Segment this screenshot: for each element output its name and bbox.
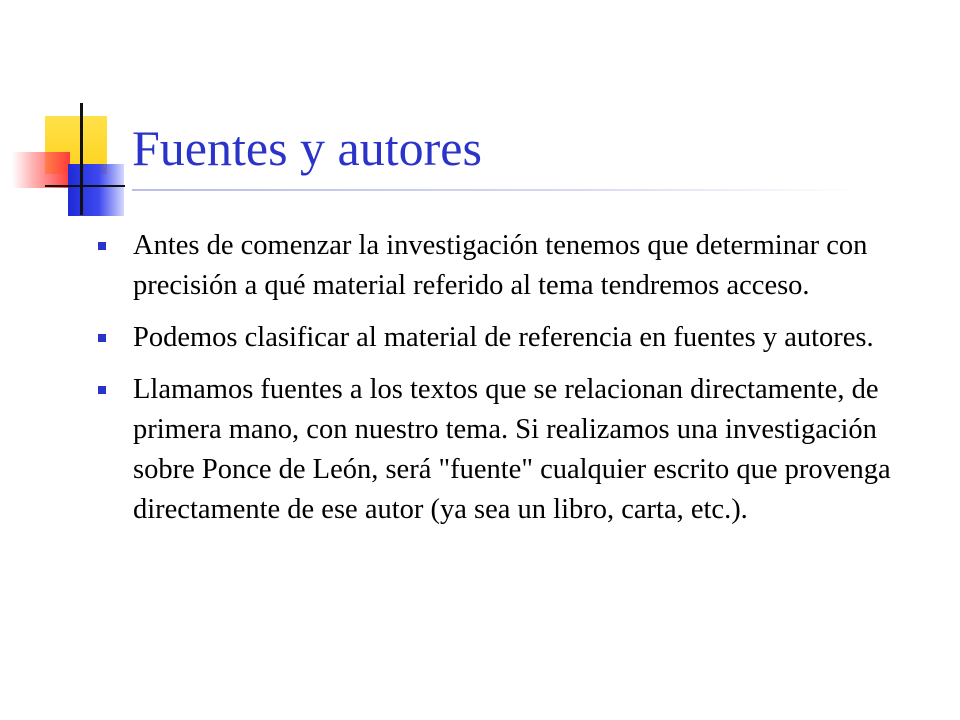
title-underline — [132, 189, 860, 191]
decorative-vertical-line — [80, 103, 83, 215]
bullet-text: Antes de comenzar la investigación tenemos que determinar con precisión a qué material referido al tema tendremos acceso. — [133, 230, 868, 301]
bullet-item — [98, 370, 898, 530]
decorative-blue-square — [68, 164, 124, 216]
decorative-red-bar — [12, 152, 70, 188]
bullet-square-icon — [98, 386, 106, 394]
bullet-item — [98, 318, 898, 358]
bullet-text: Llamamos fuentes a los textos que se relacionan directamente, de primera mano, con nuestro tema. Si realizamos una investigación sobre Ponce de León, será "fuente" cualquier escrito que provenga directamente de ese autor (ya sea un libro, carta, etc.). — [133, 374, 891, 525]
decorative-horizontal-line — [45, 185, 125, 187]
bullet-text: Podemos clasificar al material de referencia en fuentes y autores. — [133, 322, 874, 353]
bullet-item — [98, 226, 898, 306]
bullet-square-icon — [98, 334, 106, 342]
slide-title: Fuentes y autores — [132, 120, 482, 176]
bullet-list — [98, 226, 898, 542]
bullet-square-icon — [98, 242, 106, 250]
